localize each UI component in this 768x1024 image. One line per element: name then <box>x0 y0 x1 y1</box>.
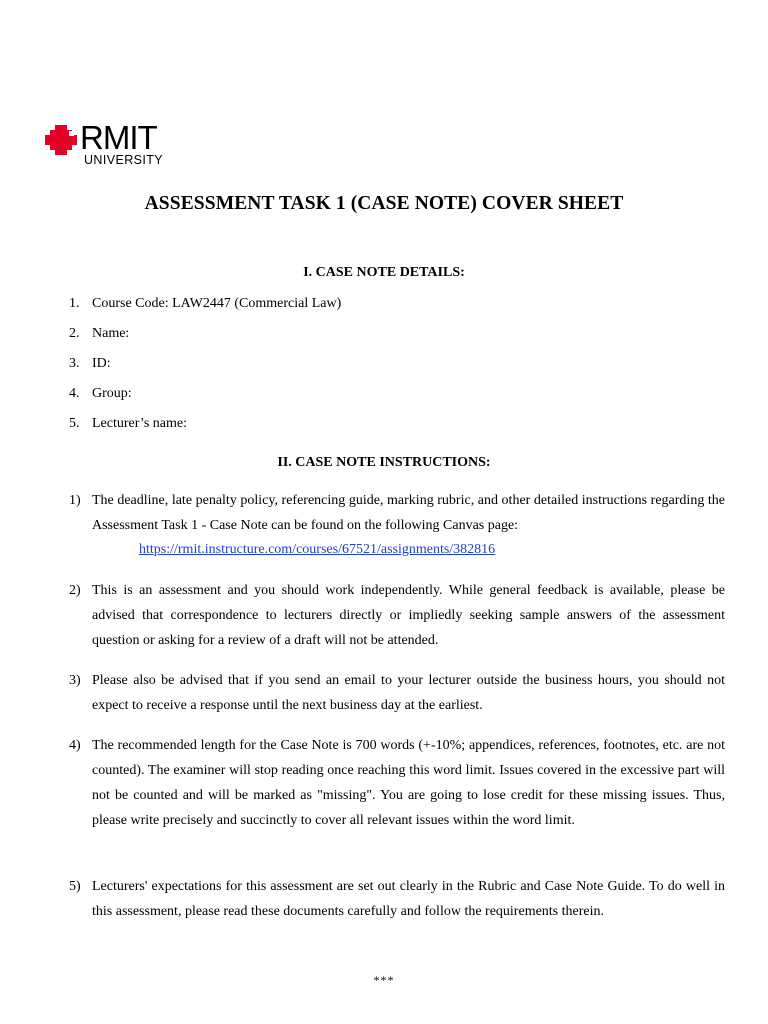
detail-item-course-code <box>69 296 341 312</box>
logo-subtitle: UNIVERSITY <box>84 153 164 167</box>
detail-item-number: 1. <box>69 296 80 311</box>
rmit-logo <box>45 119 185 171</box>
detail-item-number: 3. <box>69 356 80 371</box>
instruction-text: The recommended length for the Case Note is 700 words (+-10%; appendices, references, footnotes, etc. are not counted). The examiner will stop reading once reaching this word limit. Issues covered in the excessive part will not be counted and will be marked as "missing". You are going to lose credit for these missing issues. Thus, please write precisely and succinctly to cover all relevant issues within the word limit. <box>92 738 725 828</box>
instruction-number: 3) <box>69 673 81 688</box>
instruction-item-expectations <box>69 874 725 924</box>
detail-item-lecturer <box>69 416 187 432</box>
instruction-number: 2) <box>69 583 81 598</box>
end-of-document-mark: *** <box>373 973 395 987</box>
page-title: ASSESSMENT TASK 1 (CASE NOTE) COVER SHEET <box>144 193 624 214</box>
instruction-item-deadline <box>69 488 725 538</box>
detail-item-number: 4. <box>69 386 80 401</box>
detail-item-group <box>69 386 132 402</box>
instruction-item-independent-work <box>69 578 725 653</box>
section-heading-instructions: II. CASE NOTE INSTRUCTIONS: <box>277 455 491 470</box>
section-heading-details: I. CASE NOTE DETAILS: <box>303 265 465 280</box>
detail-item-text: ID: <box>92 356 111 371</box>
instruction-number: 5) <box>69 879 81 894</box>
instruction-text: The deadline, late penalty policy, referencing guide, marking rubric, and other detailed instructions regarding the Assessment Task 1 - Case Note can be found on the following Canvas page: <box>92 493 725 533</box>
instruction-text: This is an assessment and you should work independently. While general feedback is available, please be advised that correspondence to lecturers directly or impliedly seeking sample answers of the assessment question or asking for a review of a draft will not be attended. <box>92 583 725 648</box>
detail-item-id <box>69 356 111 372</box>
detail-item-number: 2. <box>69 326 80 341</box>
logo-wordmark: RMIT <box>80 119 157 156</box>
instruction-text: Please also be advised that if you send an email to your lecturer outside the business hours, you should not expect to receive a response until the next business day at the earliest. <box>92 673 725 713</box>
detail-item-name <box>69 326 129 342</box>
instruction-number: 1) <box>69 493 81 508</box>
instruction-item-email-response <box>69 668 725 718</box>
detail-item-text: Group: <box>92 386 132 401</box>
detail-item-text: Lecturer’s name: <box>92 416 187 431</box>
detail-item-text: Name: <box>92 326 130 341</box>
detail-item-number: 5. <box>69 416 80 431</box>
canvas-assignment-link[interactable]: https://rmit.instructure.com/courses/67521/assignments/382816 <box>139 542 496 557</box>
instruction-number: 4) <box>69 738 81 753</box>
detail-item-text: Course Code: LAW2447 (Commercial Law) <box>92 296 342 311</box>
instruction-item-word-limit <box>69 733 725 833</box>
rmit-pixel-mark-icon <box>45 125 77 155</box>
instruction-text: Lecturers' expectations for this assessment are set out clearly in the Rubric and Case Note Guide. To do well in this assessment, please read these documents carefully and follow the requirements therein. <box>92 879 725 919</box>
